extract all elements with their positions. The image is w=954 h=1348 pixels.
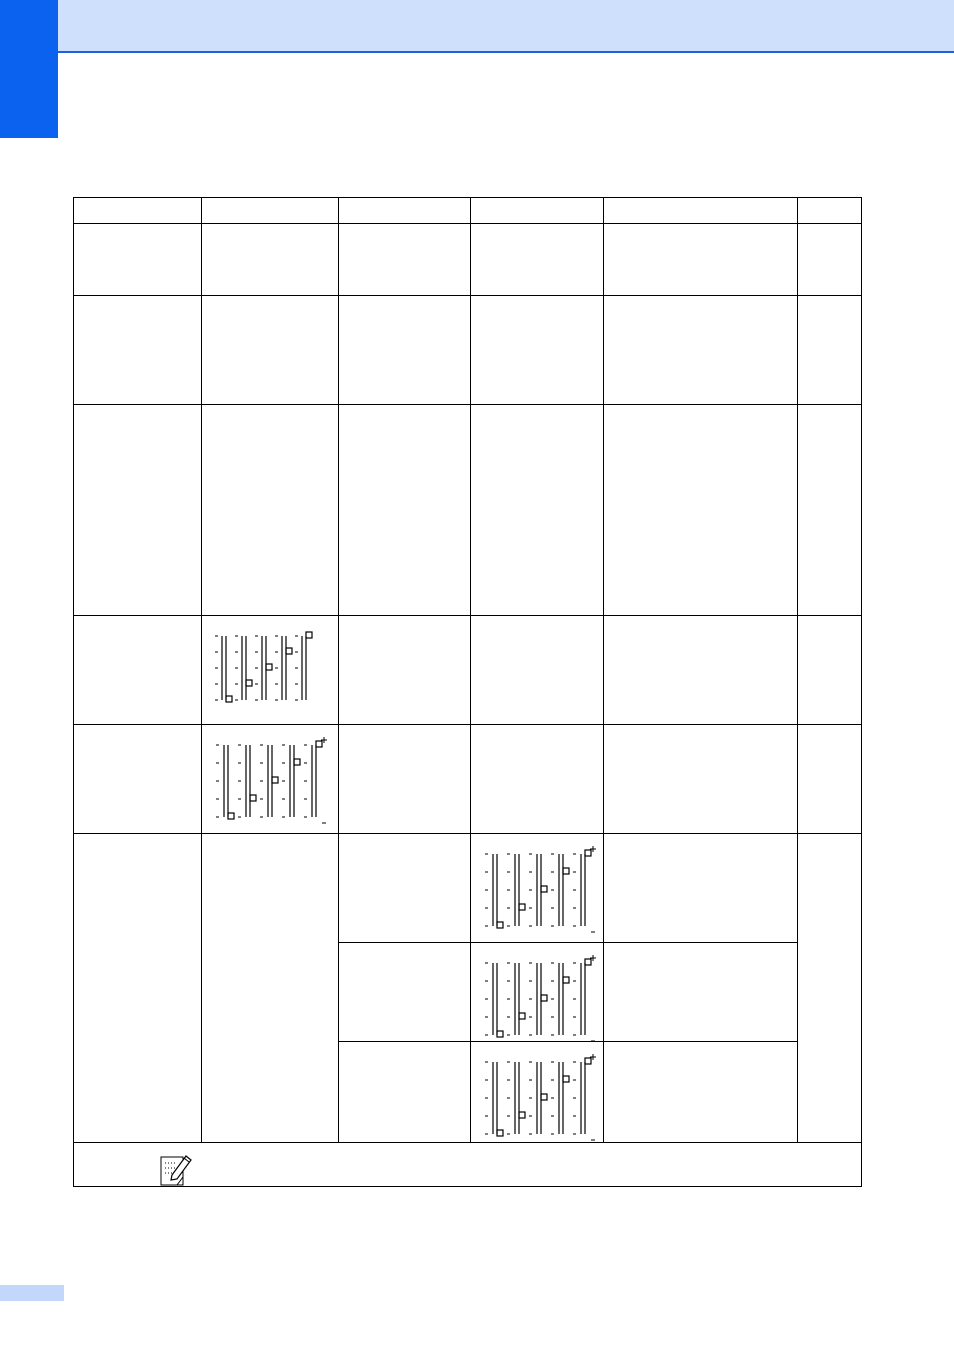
table-cell [202,834,339,1143]
table-cell [604,943,798,1042]
equalizer-slider-icon [481,1054,599,1144]
table-cell [339,834,471,943]
table-cell [202,224,339,296]
table-cell [74,224,202,296]
table-cell [471,296,604,405]
table-cell [604,405,798,616]
note-row [74,1143,862,1187]
table-row [74,834,862,943]
table-header-cell [74,198,202,224]
equalizer-cell [202,616,339,725]
table-cell [798,616,862,725]
table-cell [74,834,202,1143]
table-header-cell [798,198,862,224]
table-header-cell [604,198,798,224]
equalizer-cell [471,943,604,1042]
chapter-tab [0,0,58,138]
footer-tab [0,1285,64,1301]
table-cell [74,405,202,616]
equalizer-slider-icon [481,846,599,936]
table-cell [604,1042,798,1143]
table-cell [202,405,339,616]
table-cell [604,834,798,943]
equalizer-slider-icon [212,628,322,712]
table-row [74,224,862,296]
table-cell [339,725,471,834]
table-row [74,725,862,834]
table-cell [339,616,471,725]
equalizer-cell [471,834,604,943]
table-cell [604,616,798,725]
table-cell [74,616,202,725]
table-cell [471,725,604,834]
table-cell [604,224,798,296]
table-cell [471,405,604,616]
table-row [74,296,862,405]
table-cell [798,725,862,834]
table-header-cell [339,198,471,224]
equalizer-slider-icon [481,955,599,1045]
page-header-bar [58,0,954,53]
table-cell [798,224,862,296]
table-cell [339,224,471,296]
note-cell [74,1143,862,1187]
table-cell [471,616,604,725]
table-cell [202,296,339,405]
table-cell [798,834,862,1143]
table-header-row [74,198,862,224]
table-cell [339,1042,471,1143]
table-row [74,405,862,616]
table-cell [339,405,471,616]
equalizer-slider-icon [212,737,330,827]
note-pencil-icon [160,1153,192,1187]
table-cell [604,725,798,834]
table-cell [798,296,862,405]
table-cell [339,296,471,405]
equalizer-cell [202,725,339,834]
table-row [74,616,862,725]
table-header-cell [471,198,604,224]
table-cell [74,725,202,834]
table-cell [471,224,604,296]
table-cell [604,296,798,405]
equalizer-cell [471,1042,604,1143]
settings-table [73,197,862,1187]
table-cell [798,405,862,616]
table-cell [339,943,471,1042]
table-header-cell [202,198,339,224]
table-cell [74,296,202,405]
